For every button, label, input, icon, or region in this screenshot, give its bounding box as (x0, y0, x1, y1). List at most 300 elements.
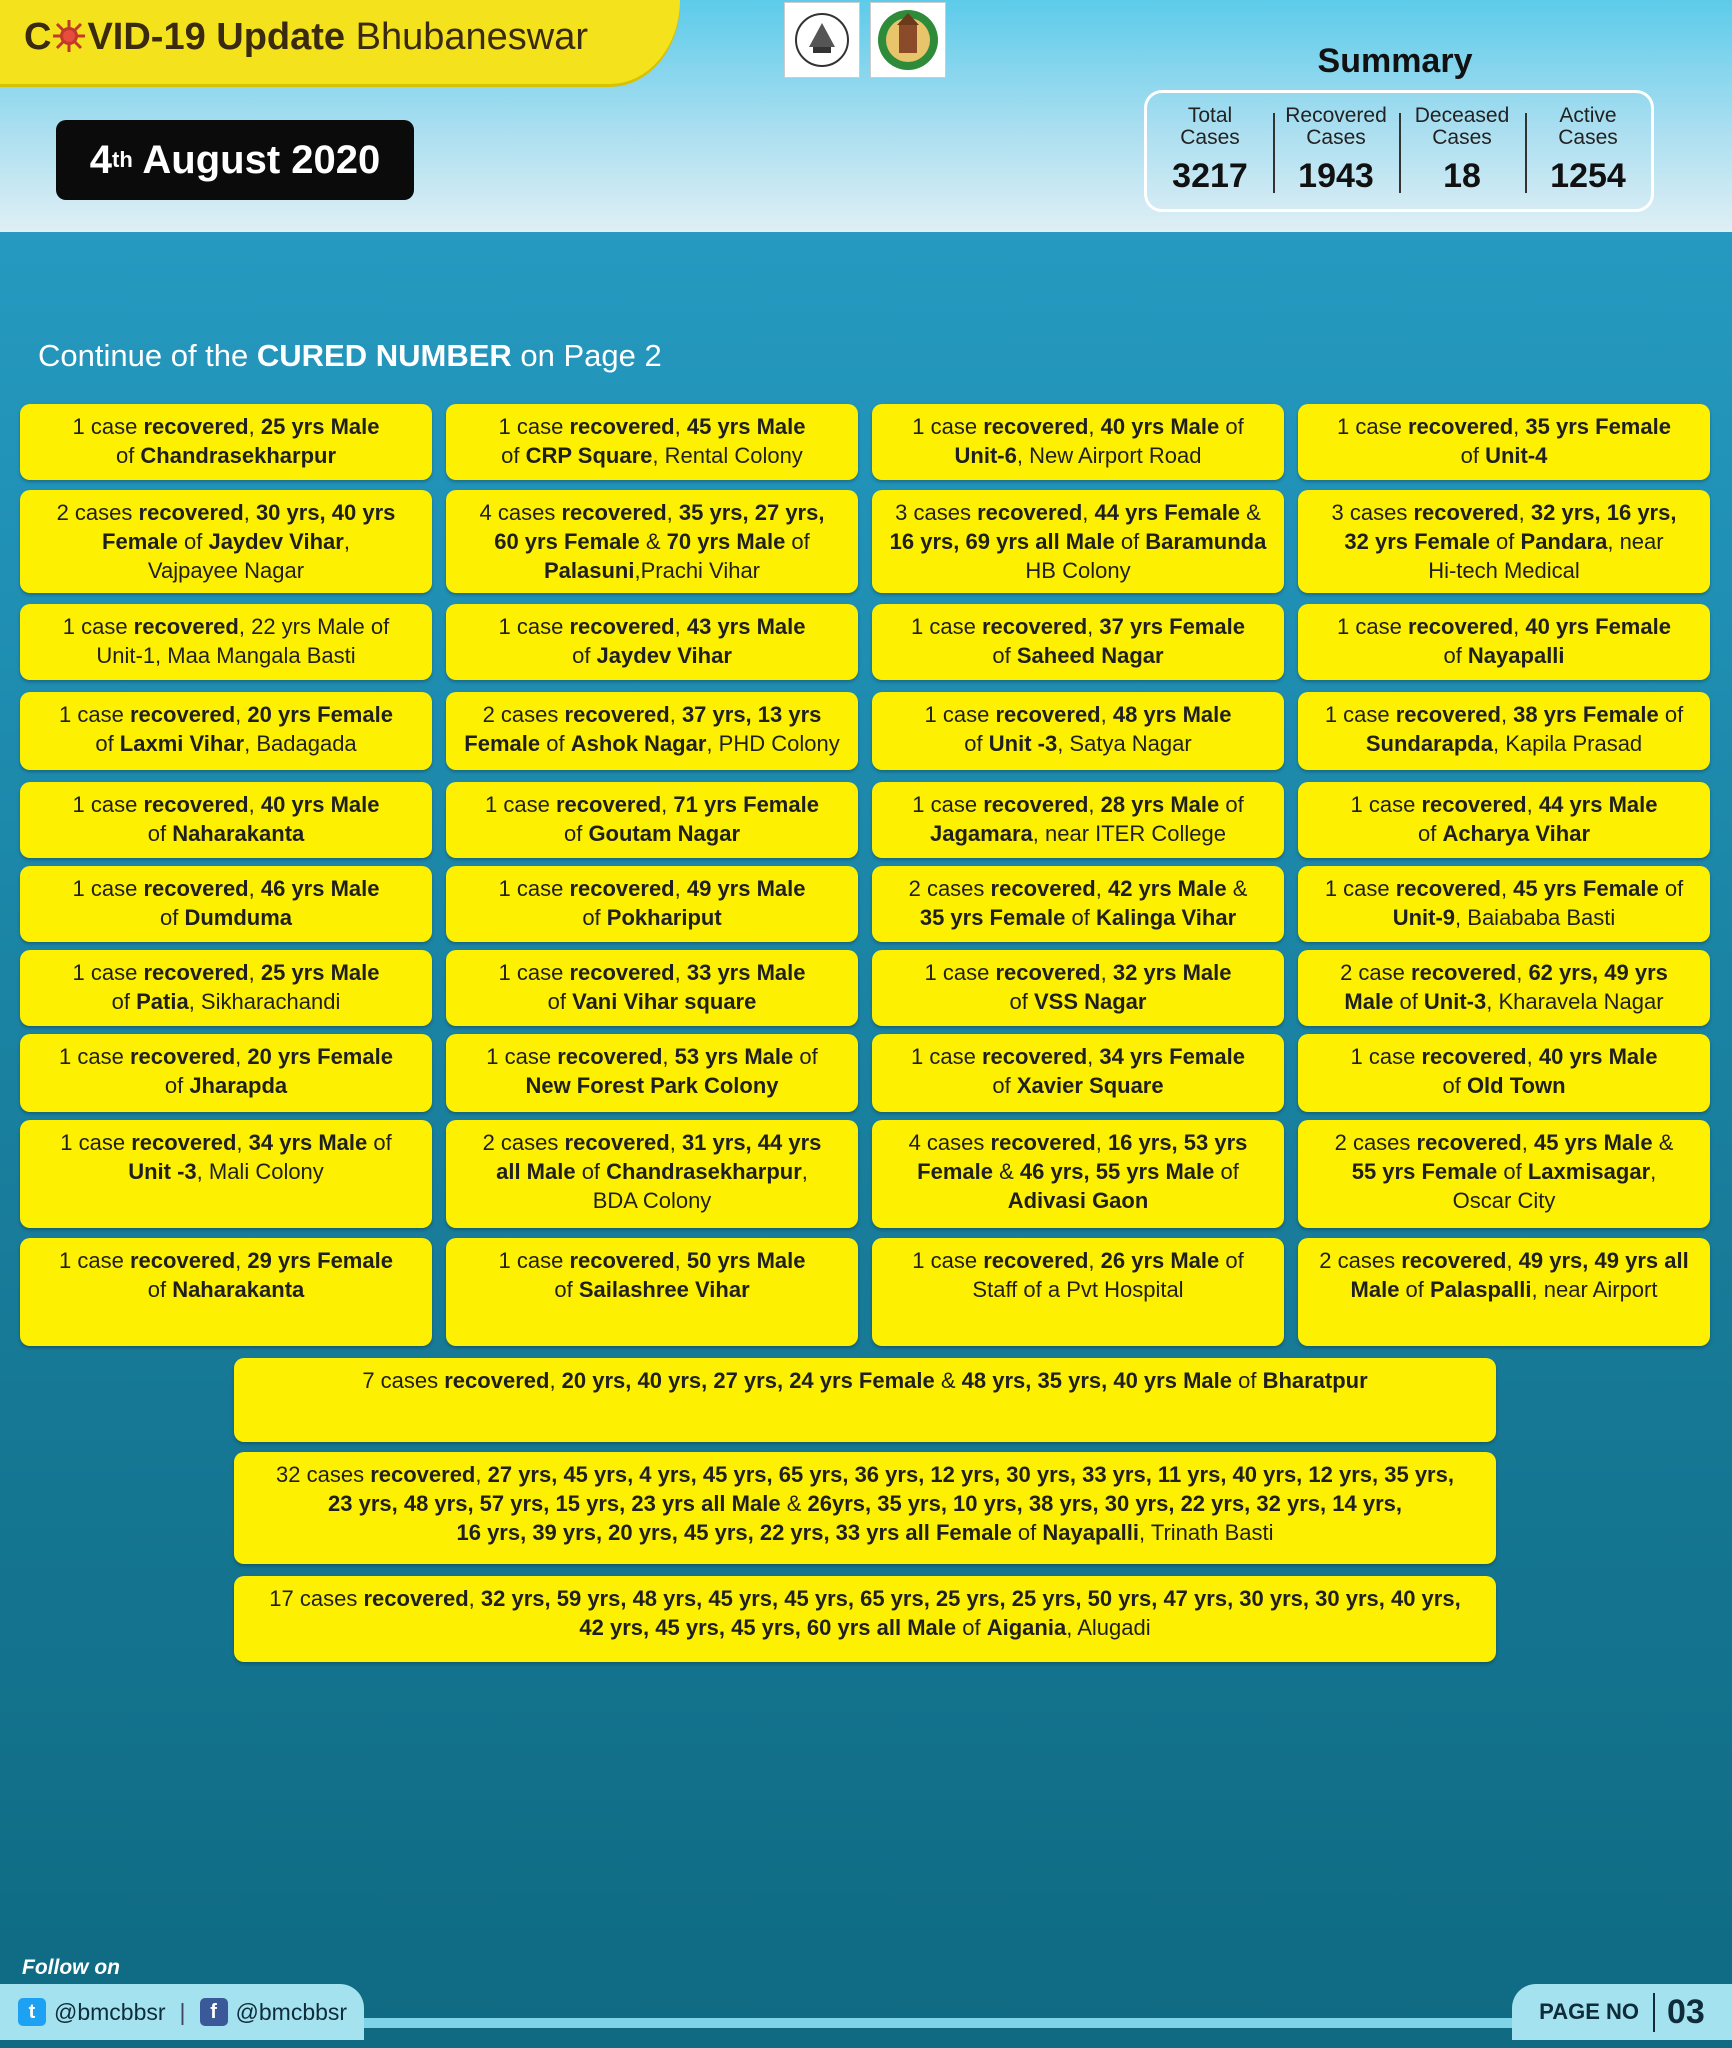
card-bold-text: Sundarapda (1365, 731, 1493, 756)
card-text: & (639, 529, 667, 554)
card-bold-text: 20 yrs, 40 yrs, 27 yrs, 24 yrs Female (561, 1368, 935, 1393)
card-text: Unit-1, Maa Mangala Basti (96, 643, 356, 668)
card-text: , (674, 414, 687, 439)
card-text: , near (1607, 529, 1664, 554)
card-bold-text: 49 yrs Male (686, 876, 806, 901)
page-number-badge (1512, 1984, 1732, 2040)
card-text: ,Prachi Vihar (634, 558, 761, 583)
twitter-icon[interactable]: t (18, 1998, 46, 2026)
card-text: 1 case (1324, 876, 1396, 901)
case-card (20, 490, 432, 593)
card-bold-text: recovered (990, 876, 1096, 901)
card-bold-text: 16 yrs, 39 yrs, 20 yrs, 45 yrs, 22 yrs, 33 yrs all Female (456, 1520, 1012, 1545)
card-bold-text: 60 yrs Female (494, 529, 640, 554)
card-text: , (1087, 614, 1100, 639)
card-text: Oscar City (1452, 1188, 1556, 1213)
card-text: 1 case (72, 792, 144, 817)
case-card (1298, 404, 1710, 480)
case-card (1298, 1120, 1710, 1228)
card-text: of (1011, 1520, 1043, 1545)
card-text: of (793, 1044, 818, 1069)
card-bold-text: 70 yrs Male (666, 529, 786, 554)
title-prefix: C (24, 16, 52, 58)
card-text: of (1417, 821, 1443, 846)
case-card (1298, 866, 1710, 942)
card-bold-text: Male (1350, 1277, 1400, 1302)
card-bold-text: Baramunda (1145, 529, 1267, 554)
card-bold-text: 40 yrs Male (1100, 414, 1220, 439)
case-card (872, 490, 1284, 593)
card-text: of (540, 731, 571, 756)
summary-value: 3217 (1172, 157, 1248, 195)
case-card (20, 692, 432, 770)
card-bold-text: 26 yrs Male (1100, 1248, 1220, 1273)
card-bold-text: recovered (981, 1044, 1088, 1069)
card-bold-text: Unit -3 (128, 1159, 197, 1184)
card-bold-text: recovered (561, 500, 667, 525)
card-text: of (554, 1277, 579, 1302)
case-card (446, 950, 858, 1026)
card-text: of (1460, 443, 1486, 468)
card-text: of (1442, 1073, 1467, 1098)
wide-case-card (234, 1452, 1496, 1564)
card-bold-text: Aigania (986, 1615, 1067, 1640)
card-bold-text: 28 yrs Male (1100, 792, 1220, 817)
card-text: 3 cases (1331, 500, 1414, 525)
case-card (1298, 1238, 1710, 1346)
card-text: , (669, 702, 682, 727)
card-text: , (1650, 1159, 1657, 1184)
card-bold-text: Dumduma (184, 905, 293, 930)
card-bold-text: recovered (370, 1462, 476, 1487)
card-bold-text: 16 yrs, 53 yrs (1107, 1130, 1248, 1155)
card-text: 1 case (911, 1044, 982, 1069)
card-text: 2 cases (1334, 1130, 1417, 1155)
summary-total (1147, 93, 1273, 209)
card-text: , (1088, 1248, 1101, 1273)
card-bold-text: recovered (564, 702, 670, 727)
wide-case-card (234, 1358, 1496, 1442)
card-text: 2 cases (56, 500, 139, 525)
card-bold-text: recovered (1395, 876, 1501, 901)
card-bold-text: Chandrasekharpur (140, 443, 337, 468)
case-card (20, 1120, 432, 1228)
twitter-handle[interactable]: @bmcbbsr (54, 1998, 166, 2025)
card-text: of (177, 529, 209, 554)
card-text: , (243, 500, 256, 525)
card-bold-text: 45 yrs Male (1533, 1130, 1653, 1155)
card-text: , (236, 1130, 249, 1155)
summary-value: 1943 (1298, 157, 1374, 195)
card-text: , Mali Colony (196, 1159, 324, 1184)
case-card (20, 604, 432, 680)
card-bold-text: 31 yrs, 44 yrs (681, 1130, 822, 1155)
card-text: , (235, 1044, 248, 1069)
summary-label: Active Cases (1558, 104, 1618, 149)
card-text: Vajpayee Nagar (147, 558, 305, 583)
card-text: , (1526, 1044, 1539, 1069)
card-text: , (1521, 1130, 1534, 1155)
card-bold-text: 46 yrs Male (260, 876, 380, 901)
card-bold-text: 20 yrs Female (247, 1044, 393, 1069)
card-text: of (572, 643, 597, 668)
card-text: of (1114, 529, 1146, 554)
card-bold-text: 32 yrs, 16 yrs, (1530, 500, 1677, 525)
summary-recovered (1273, 93, 1399, 209)
card-bold-text: 25 yrs Male (260, 414, 380, 439)
card-text: 1 case (1350, 792, 1422, 817)
card-text: 2 cases (482, 1130, 565, 1155)
card-text: , near Airport (1531, 1277, 1658, 1302)
card-text: of (563, 821, 589, 846)
card-text: & (1240, 500, 1261, 525)
card-bold-text: 35 yrs Female (919, 905, 1066, 930)
card-bold-text: VSS Nagar (1033, 989, 1147, 1014)
card-text: of (1219, 792, 1244, 817)
card-text: , (1500, 876, 1514, 901)
card-text: , Rental Colony (652, 443, 803, 468)
card-text: 1 case (498, 876, 570, 901)
card-bold-text: recovered (1413, 500, 1519, 525)
card-bold-text: 34 yrs Female (1099, 1044, 1245, 1069)
case-card (1298, 950, 1710, 1026)
card-text: 1 case (912, 414, 984, 439)
card-text: , Kharavela Nagar (1486, 989, 1664, 1014)
card-bold-text: recovered (143, 960, 249, 985)
card-text: , (674, 876, 687, 901)
card-bold-text: 16 yrs, 69 yrs all Male (889, 529, 1115, 554)
card-bold-text: Palaspalli (1430, 1277, 1532, 1302)
card-text: , Badagada (244, 731, 357, 756)
card-bold-text: Jaydev Vihar (596, 643, 732, 668)
card-text: of (115, 443, 141, 468)
card-bold-text: Chandrasekharpur (606, 1159, 802, 1184)
card-text: of (1065, 905, 1096, 930)
card-text: , (1100, 702, 1113, 727)
card-text: of (159, 905, 185, 930)
card-text: , (549, 1368, 562, 1393)
card-text: & (1226, 876, 1248, 901)
card-text: , near ITER College (1032, 821, 1226, 846)
card-text: of (1231, 1368, 1263, 1393)
card-bold-text: recovered (1421, 792, 1527, 817)
card-text: 1 case (1324, 702, 1396, 727)
card-bold-text: Adivasi Gaon (1007, 1188, 1149, 1213)
case-card (20, 404, 432, 480)
card-text: of (367, 1130, 392, 1155)
card-bold-text: CRP Square (525, 443, 653, 468)
card-bold-text: Kalinga Vihar (1095, 905, 1237, 930)
card-text: of (1393, 989, 1424, 1014)
case-card (1298, 604, 1710, 680)
card-bold-text: 37 yrs Female (1099, 614, 1245, 639)
case-card (20, 782, 432, 858)
page-number: 03 (1653, 1993, 1705, 2032)
card-bold-text: Bharatpur (1262, 1368, 1368, 1393)
card-bold-text: 23 yrs, 48 yrs, 57 yrs, 15 yrs, 23 yrs all Male (328, 1491, 781, 1516)
card-bold-text: recovered (1395, 702, 1501, 727)
card-bold-text: Jharapda (189, 1073, 288, 1098)
title-city: Bhubaneswar (355, 16, 589, 58)
card-bold-text: Female (917, 1159, 993, 1184)
card-text: , (248, 876, 261, 901)
card-bold-text: 71 yrs Female (673, 792, 819, 817)
card-bold-text: recovered (983, 1248, 1089, 1273)
card-bold-text: Ashok Nagar (570, 731, 707, 756)
card-text: , Satya Nagar (1057, 731, 1192, 756)
card-bold-text: 42 yrs Male (1107, 876, 1227, 901)
summary-title: Summary (1317, 42, 1473, 80)
card-text: , (248, 414, 261, 439)
card-text: , (1506, 1248, 1519, 1273)
case-card (446, 1034, 858, 1112)
card-bold-text: Unit -3 (988, 731, 1058, 756)
page-label: PAGE NO (1539, 1999, 1639, 2024)
card-bold-text: Saheed Nagar (1016, 643, 1164, 668)
card-bold-text: Pokhariput (606, 905, 722, 930)
facebook-icon[interactable]: f (200, 1998, 228, 2026)
date-day: 4 (89, 137, 112, 182)
card-text: & (934, 1368, 962, 1393)
card-text: , (661, 792, 674, 817)
card-bold-text: Unit-9 (1392, 905, 1456, 930)
title-main: VID-19 Update (87, 16, 356, 58)
card-text: of (1658, 876, 1684, 901)
card-bold-text: Patia (136, 989, 189, 1014)
card-bold-text: Laxmisagar (1527, 1159, 1651, 1184)
card-text: Hi-tech Medical (1428, 558, 1580, 583)
card-bold-text: 42 yrs, 45 yrs, 45 yrs, 60 yrs all Male (579, 1615, 957, 1640)
case-card (20, 950, 432, 1026)
card-text: 1 case (72, 960, 144, 985)
case-card (1298, 1034, 1710, 1112)
card-bold-text: 32 yrs, 59 yrs, 48 yrs, 45 yrs, 45 yrs, 65 yrs, 25 yrs, 25 yrs, 50 yrs, 47 yrs, 30 yrs, 30 yrs, 40 yrs, (480, 1586, 1461, 1611)
title-bar (0, 0, 680, 84)
summary-label: Total Cases (1180, 104, 1240, 149)
card-bold-text: 26yrs, 35 yrs, 10 yrs, 38 yrs, 30 yrs, 22 yrs, 32 yrs, 14 yrs, (807, 1491, 1402, 1516)
card-bold-text: 34 yrs Male (248, 1130, 368, 1155)
card-text: of (95, 731, 120, 756)
case-card (872, 782, 1284, 858)
case-card (872, 1034, 1284, 1112)
card-bold-text: 46 yrs, 55 yrs Male (1019, 1159, 1215, 1184)
summary-active (1525, 93, 1651, 209)
continue-heading (38, 338, 662, 374)
card-text: , (1095, 1130, 1108, 1155)
case-card (446, 866, 858, 942)
case-card (20, 1238, 432, 1346)
card-bold-text: recovered (129, 1248, 236, 1273)
card-text: 2 cases (482, 702, 565, 727)
card-text: 2 case (1340, 960, 1412, 985)
card-text: 1 case (60, 1130, 132, 1155)
card-bold-text: recovered (143, 414, 249, 439)
facebook-handle[interactable]: @bmcbbsr (235, 1998, 348, 2025)
card-bold-text: recovered (1407, 614, 1514, 639)
follow-label: Follow on (22, 1956, 120, 1979)
card-text: 2 cases (1319, 1248, 1402, 1273)
card-text: , (248, 960, 261, 985)
case-card (872, 1238, 1284, 1346)
card-text: , (666, 500, 679, 525)
card-text: , Alugadi (1066, 1615, 1151, 1640)
card-text: & (780, 1491, 808, 1516)
card-bold-text: 37 yrs, 13 yrs (681, 702, 822, 727)
card-bold-text: 44 yrs Female (1094, 500, 1241, 525)
card-bold-text: recovered (1421, 1044, 1527, 1069)
card-bold-text: Unit-6 (954, 443, 1017, 468)
summary-box (1144, 90, 1654, 212)
card-text: , Trinath Basti (1139, 1520, 1274, 1545)
card-bold-text: recovered (569, 1248, 675, 1273)
date-suffix: th (112, 147, 133, 172)
card-bold-text: 43 yrs Male (686, 614, 806, 639)
card-bold-text: Naharakanta (172, 821, 305, 846)
card-bold-text: recovered (557, 1044, 663, 1069)
card-bold-text: Old Town (1466, 1073, 1566, 1098)
card-bold-text: Nayapalli (1467, 643, 1565, 668)
card-bold-text: 49 yrs, 49 yrs all (1518, 1248, 1689, 1273)
card-bold-text: recovered (363, 1586, 469, 1611)
case-card (20, 866, 432, 942)
card-bold-text: Female (102, 529, 178, 554)
card-text: of (964, 731, 989, 756)
card-text: 4 cases (908, 1130, 991, 1155)
card-bold-text: Laxmi Vihar (119, 731, 245, 756)
card-bold-text: 20 yrs Female (247, 702, 393, 727)
card-bold-text: 44 yrs Male (1538, 792, 1658, 817)
card-text: 3 cases (895, 500, 978, 525)
card-text: of (1009, 989, 1034, 1014)
case-card (1298, 692, 1710, 770)
card-bold-text: recovered (569, 414, 675, 439)
card-text: 1 case (72, 414, 144, 439)
card-text: , (1095, 876, 1108, 901)
card-bold-text: Goutam Nagar (588, 821, 741, 846)
case-card (446, 692, 858, 770)
card-bold-text: Naharakanta (172, 1277, 305, 1302)
card-text: of (1497, 1159, 1528, 1184)
card-bold-text: 40 yrs Male (1538, 1044, 1658, 1069)
card-bold-text: recovered (1411, 960, 1517, 985)
card-text: of (501, 443, 526, 468)
card-text: , (1513, 414, 1526, 439)
card-text: of (547, 989, 573, 1014)
card-bold-text: Jaydev Vihar (208, 529, 344, 554)
card-bold-text: recovered (133, 614, 239, 639)
card-text: , (669, 1130, 682, 1155)
case-card (872, 692, 1284, 770)
card-bold-text: recovered (1416, 1130, 1522, 1155)
card-text: , (674, 960, 687, 985)
card-text: , (674, 1248, 687, 1273)
summary-value: 18 (1443, 157, 1481, 195)
bmc-logo (870, 2, 946, 78)
virus-icon (51, 18, 87, 54)
card-text: , (1087, 1044, 1100, 1069)
card-bold-text: Palasuni (543, 558, 635, 583)
card-text: 4 cases (479, 500, 562, 525)
card-bold-text: Acharya Vihar (1442, 821, 1591, 846)
card-bold-text: recovered (131, 1130, 237, 1155)
case-card (872, 1120, 1284, 1228)
card-bold-text: 45 yrs Male (686, 414, 806, 439)
card-text: , (475, 1462, 488, 1487)
case-card (446, 1120, 858, 1228)
card-text: 1 case (911, 614, 982, 639)
card-bold-text: 33 yrs Male (686, 960, 806, 985)
case-card (446, 1238, 858, 1346)
card-text: , (1500, 702, 1514, 727)
card-bold-text: 45 yrs Female (1513, 876, 1659, 901)
card-text: , (1100, 960, 1113, 985)
card-text: 1 case (59, 702, 130, 727)
card-bold-text: 50 yrs Male (686, 1248, 806, 1273)
card-text: 32 cases (276, 1462, 371, 1487)
card-text: , (235, 702, 248, 727)
card-bold-text: recovered (569, 876, 675, 901)
card-text: 2 cases (908, 876, 991, 901)
card-text: 1 case (1337, 614, 1408, 639)
card-text: 1 case (498, 960, 570, 985)
card-bold-text: 35 yrs Female (1525, 414, 1671, 439)
card-bold-text: recovered (444, 1368, 550, 1393)
continue-bold: CURED NUMBER (256, 338, 512, 373)
summary-label: Deceased Cases (1414, 104, 1510, 149)
card-bold-text: 55 yrs Female (1351, 1159, 1498, 1184)
card-text: 1 case (1337, 414, 1408, 439)
card-text: 1 case (486, 1044, 558, 1069)
card-bold-text: recovered (129, 702, 236, 727)
card-text: , Baiababa Basti (1455, 905, 1616, 930)
card-text: 1 case (498, 1248, 570, 1273)
card-bold-text: recovered (983, 792, 1089, 817)
card-text: Staff of a Pvt Hospital (972, 1277, 1184, 1302)
card-bold-text: Female (464, 731, 541, 756)
date-month-year: August 2020 (132, 137, 381, 182)
card-bold-text: 32 yrs Female (1344, 529, 1490, 554)
card-bold-text: recovered (138, 500, 244, 525)
card-text: of (785, 529, 810, 554)
card-text: of (992, 643, 1017, 668)
card-text: of (992, 1073, 1017, 1098)
card-text: of (1658, 702, 1684, 727)
card-text: 1 case (912, 792, 984, 817)
card-text: 1 case (72, 876, 144, 901)
case-card (872, 604, 1284, 680)
card-bold-text: Pandara (1520, 529, 1608, 554)
card-text: 7 cases (362, 1368, 445, 1393)
card-text: of (1443, 643, 1468, 668)
card-bold-text: recovered (1401, 1248, 1507, 1273)
card-text: , (1516, 960, 1529, 985)
card-text: of (582, 905, 607, 930)
card-text: , 22 yrs Male of (238, 614, 390, 639)
case-card (872, 404, 1284, 480)
card-text: , (1088, 414, 1101, 439)
card-bold-text: recovered (983, 414, 1089, 439)
card-bold-text: 30 yrs, 40 yrs (255, 500, 396, 525)
card-bold-text: 32 yrs Male (1112, 960, 1232, 985)
card-text: 1 case (59, 1248, 130, 1273)
card-text: , (1088, 792, 1101, 817)
card-text: of (164, 1073, 190, 1098)
card-text: , (343, 529, 350, 554)
card-text: of (1399, 1277, 1431, 1302)
card-text: of (1489, 529, 1521, 554)
card-text: 1 case (924, 702, 996, 727)
card-text: , New Airport Road (1016, 443, 1202, 468)
